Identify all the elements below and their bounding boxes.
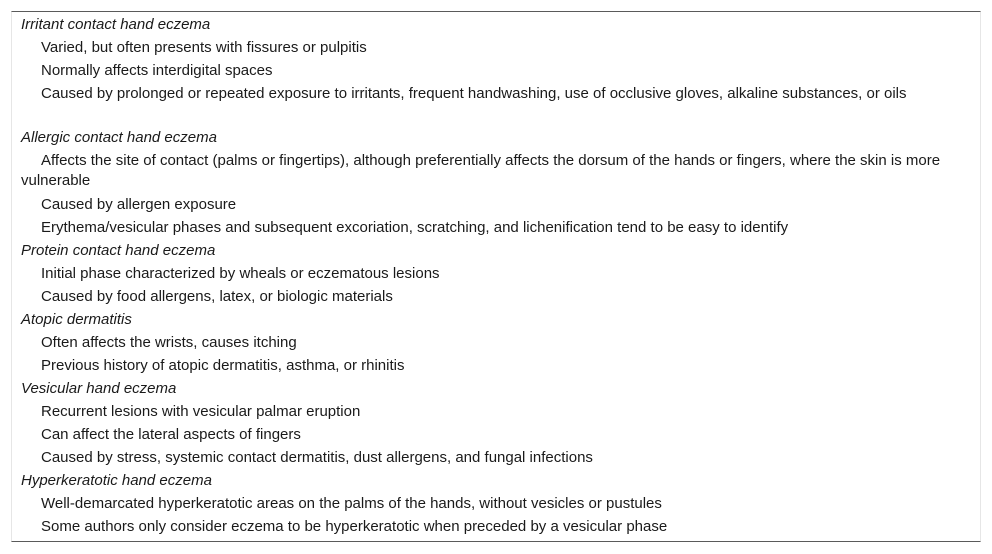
group-hyperkeratotic <box>21 471 966 540</box>
feature-item: Previous history of atopic dermatitis, asthma, or rhinitis <box>41 357 405 374</box>
feature-item: Recurrent lesions with vesicular palmar eruption <box>41 403 361 420</box>
group-atopic-dermatitis <box>21 310 966 379</box>
table-body <box>21 15 966 540</box>
feature-item: Well-demarcated hyperkeratotic areas on the palms of the hands, without vesicles or pustules <box>41 495 662 512</box>
feature-item: Caused by stress, systemic contact dermatitis, dust allergens, and fungal infections <box>41 449 593 466</box>
eczema-types-table <box>11 11 981 542</box>
category-heading: Hyperkeratotic hand eczema <box>21 472 212 489</box>
category-heading: Irritant contact hand eczema <box>21 16 211 33</box>
feature-item: Caused by food allergens, latex, or biologic materials <box>41 288 393 305</box>
feature-item: Can affect the lateral aspects of fingers <box>41 426 301 443</box>
feature-item: Often affects the wrists, causes itching <box>41 334 297 351</box>
feature-item: Varied, but often presents with fissures or pulpitis <box>41 39 367 56</box>
group-protein-contact <box>21 241 966 310</box>
category-heading: Vesicular hand eczema <box>21 380 177 397</box>
group-vesicular <box>21 379 966 471</box>
feature-item: Caused by prolonged or repeated exposure to irritants, frequent handwashing, use of occlusive gloves, alkaline substances, or oils <box>41 85 907 102</box>
category-heading: Allergic contact hand eczema <box>21 129 217 146</box>
group-allergic-contact <box>21 128 966 241</box>
feature-item: Normally affects interdigital spaces <box>41 62 273 79</box>
category-heading: Atopic dermatitis <box>21 311 132 328</box>
feature-item: Some authors only consider eczema to be hyperkeratotic when preceded by a vesicular phase <box>41 518 668 535</box>
feature-item: Erythema/vesicular phases and subsequent excoriation, scratching, and lichenification tend to be easy to identify <box>41 219 789 236</box>
feature-item: Affects the site of contact (palms or fingertips), although preferentially affects the dorsum of the hands or fingers, where the skin is more vulnerable <box>21 152 941 189</box>
category-heading: Protein contact hand eczema <box>21 242 216 259</box>
group-irritant-contact <box>21 15 966 128</box>
feature-item: Initial phase characterized by wheals or eczematous lesions <box>41 265 440 282</box>
feature-item: Caused by allergen exposure <box>41 196 237 213</box>
